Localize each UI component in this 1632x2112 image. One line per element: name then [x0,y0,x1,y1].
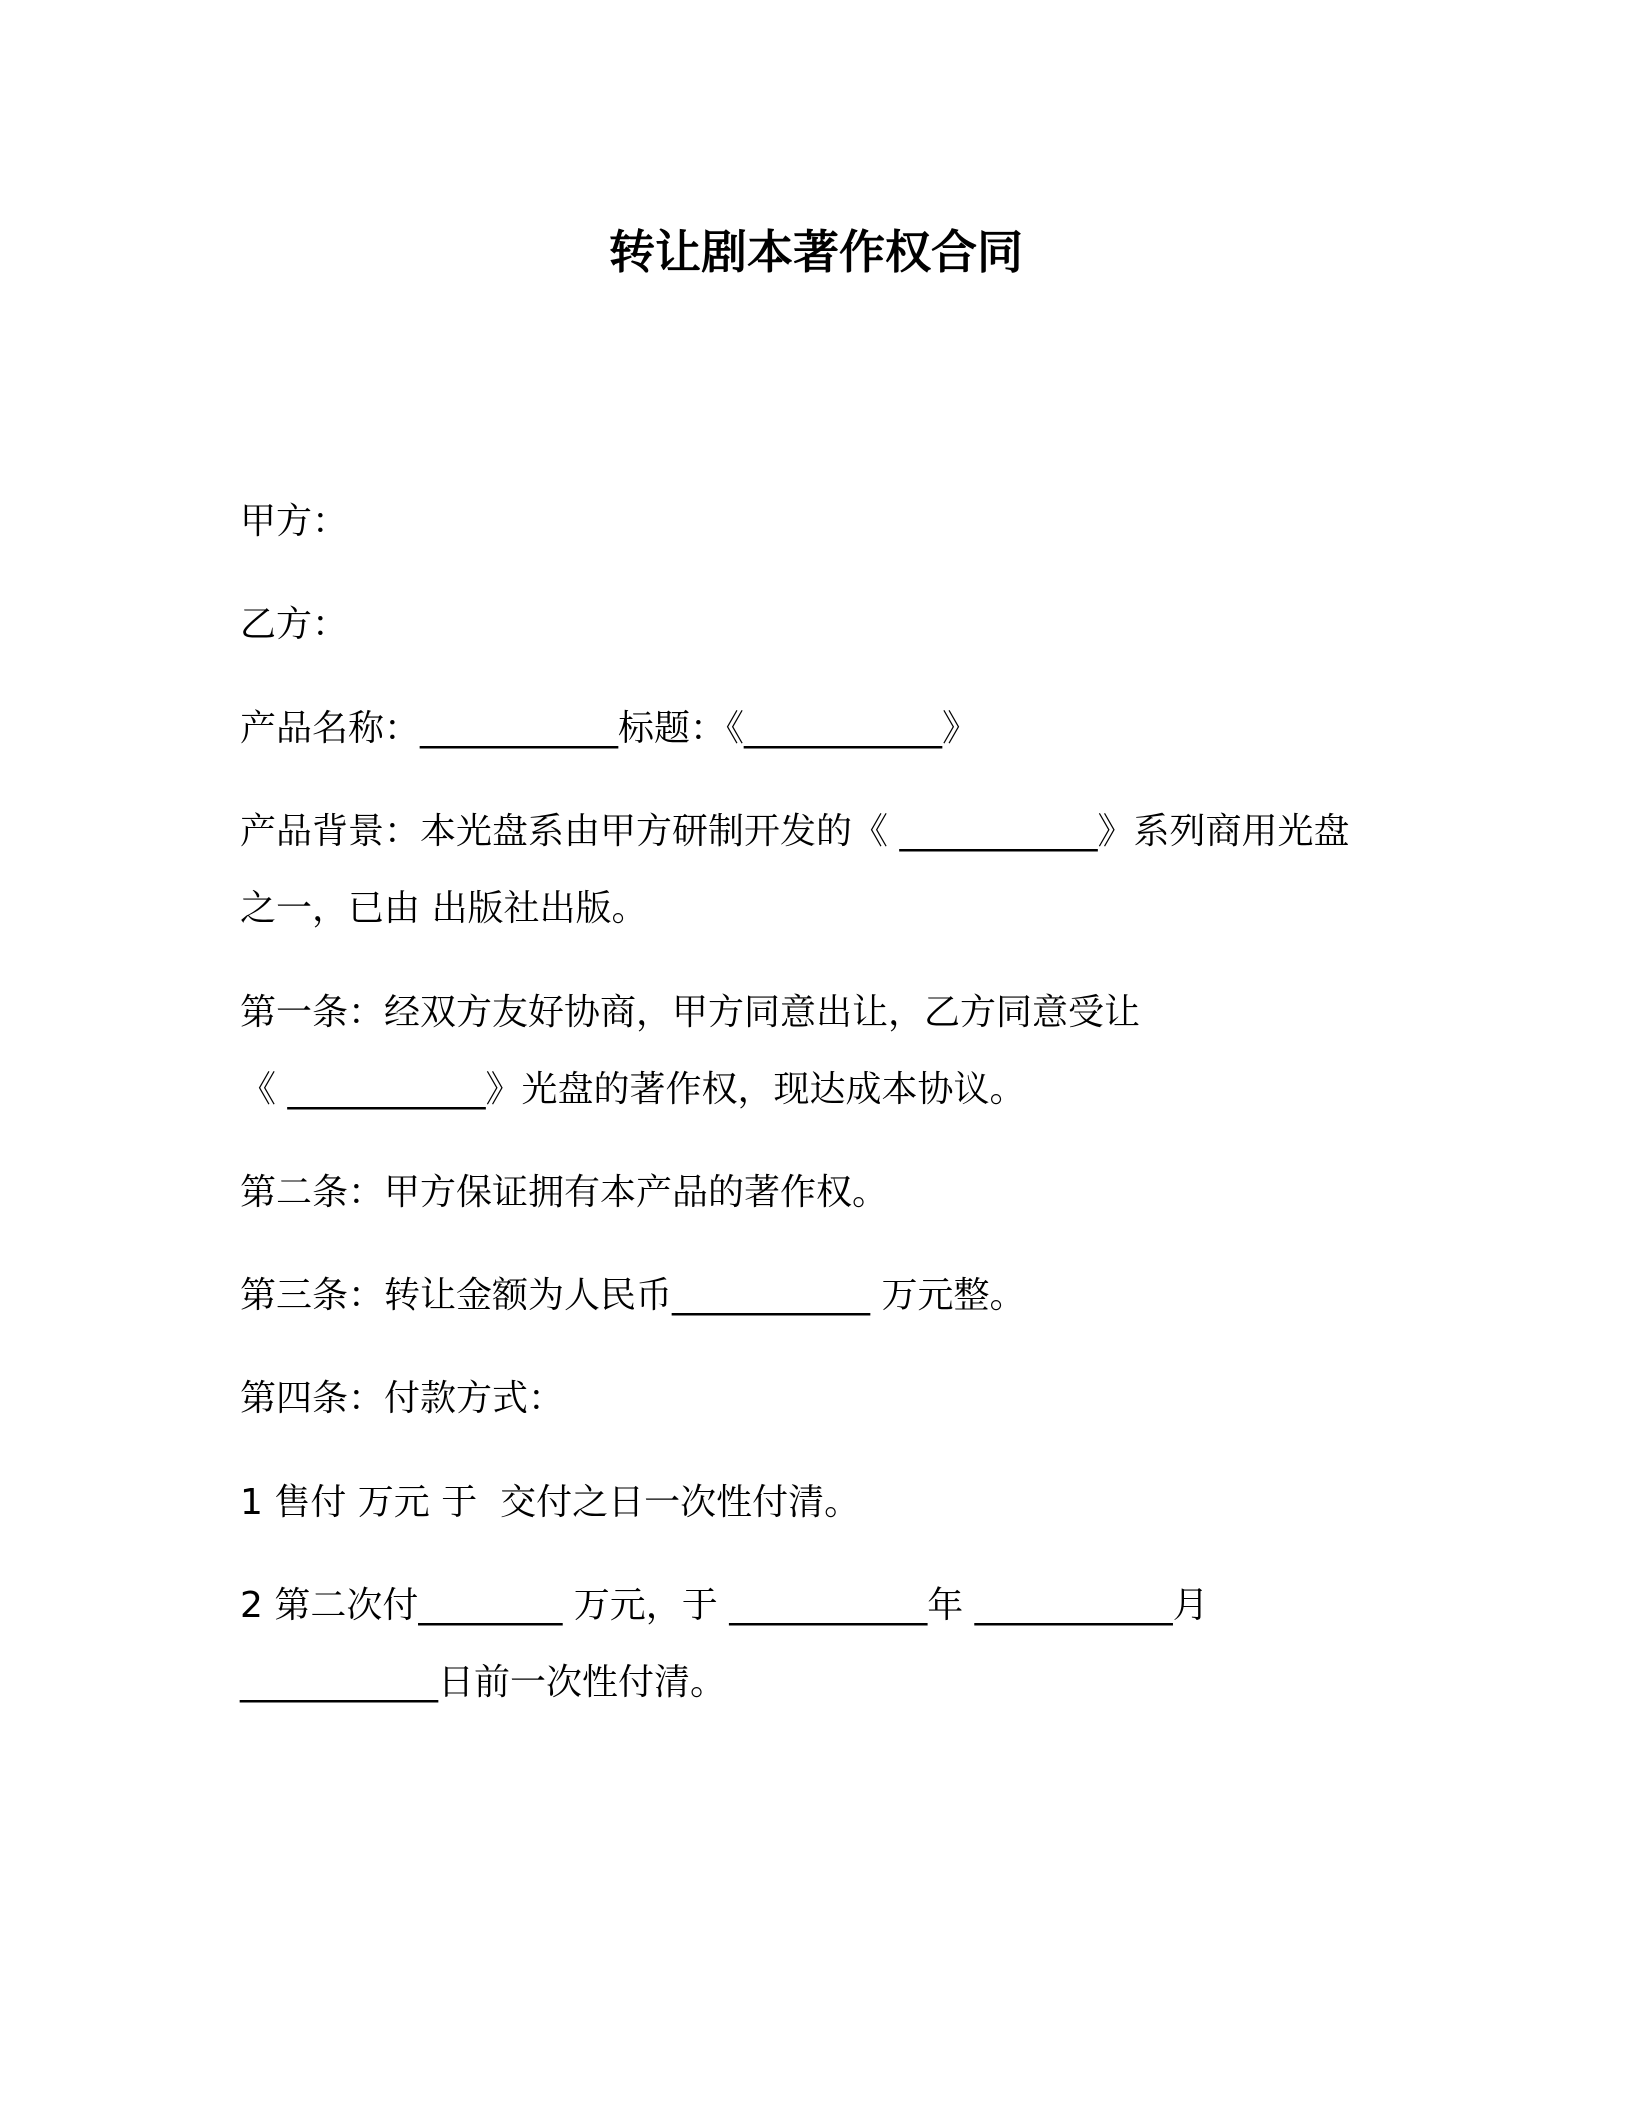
product-background-line-1: 产品背景：本光盘系由甲方研制开发的《 ___________》系列商用光盘 [240,811,1350,852]
product-name-line: 产品名称：___________标题：《___________》 [240,708,979,749]
article-4-line: 第四条：付款方式： [240,1378,565,1419]
payment-item-2-line-2: ___________日前一次性付清。 [240,1662,727,1703]
article-2-line: 第二条：甲方保证拥有本产品的著作权。 [240,1172,889,1213]
article-1-line-1: 第一条：经双方友好协商，甲方同意出让，乙方同意受让 [240,992,1141,1033]
party-b-line: 乙方： [240,604,349,645]
document-title: 转让剧本著作权合同 [609,225,1023,279]
payment-item-1: 1 售付 万元 于 交付之日一次性付清。 [240,1482,861,1523]
article-1-line-2: 《 ___________》光盘的著作权，现达成本协议。 [240,1069,1026,1110]
article-3-line: 第三条：转让金额为人民币___________ 万元整。 [240,1275,1026,1316]
payment-item-2-line-1: 2 第二次付________ 万元，于 ___________年 ___________月 [240,1585,1209,1626]
party-a-line: 甲方： [240,501,349,542]
product-background-line-2: 之一，已由 出版社出版。 [240,888,648,929]
